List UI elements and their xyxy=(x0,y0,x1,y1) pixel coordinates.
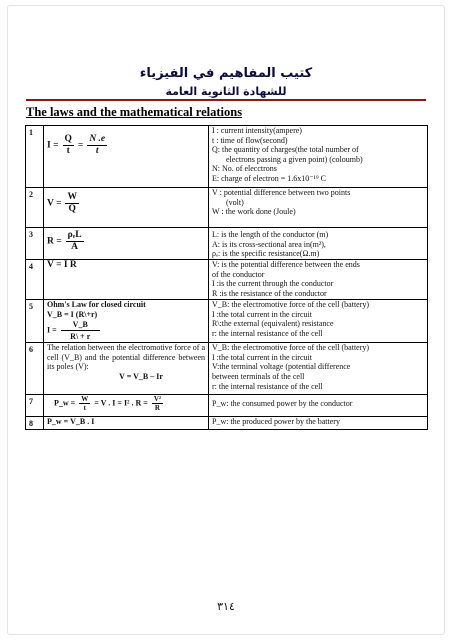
definition-line: P_w: the consumed power by the conductor xyxy=(212,399,353,409)
fraction-numerator: V² xyxy=(153,395,161,404)
fraction-numerator: V_B xyxy=(61,319,100,331)
law-description: The relation between the electromotive force of a cell (V_B) and the potential difference between its poles (V): xyxy=(47,343,205,372)
header-subtitle-arabic: للشهادة الثانوية العامة xyxy=(165,85,287,98)
definition-line: P_w: the produced power by the battery xyxy=(212,417,340,427)
law-cell xyxy=(44,260,209,300)
definition-cell xyxy=(209,228,428,260)
fraction-numerator: N .e xyxy=(89,134,106,144)
definition-cell xyxy=(209,260,428,300)
laws-table xyxy=(25,125,428,430)
formula-lhs: I = xyxy=(47,325,57,335)
formula: V_B = I (R\+r) xyxy=(47,309,98,319)
row-number: 1 xyxy=(26,126,44,188)
formula-lhs: R = xyxy=(47,236,62,247)
fraction-denominator: t xyxy=(95,146,99,156)
definition-line: R :is the resistance of the conductor xyxy=(212,288,327,298)
fraction-numerator: Q xyxy=(64,134,72,144)
row-number: 6 xyxy=(26,343,44,395)
definition-line: V: is the potential difference between the ends xyxy=(212,260,360,269)
definition-line: r: the internal resistance of the cell xyxy=(212,328,323,338)
definition-line: V_B: the electromotive force of the cell (battery) xyxy=(212,343,370,353)
formula-lhs: I = xyxy=(47,140,59,151)
definition-cell xyxy=(209,343,428,395)
definition-cell xyxy=(209,188,428,228)
fraction xyxy=(61,319,100,342)
table-row xyxy=(26,228,428,260)
definition-line: W : the work done (Joule) xyxy=(212,207,296,217)
definition-line: A: is its cross-sectional area in(m²), xyxy=(212,239,326,249)
definition-line: (volt) xyxy=(226,197,244,207)
section-title: The laws and the mathematical relations xyxy=(26,105,243,119)
table-row xyxy=(26,417,428,430)
fraction-numerator: W xyxy=(81,395,89,404)
fraction-denominator: A xyxy=(71,242,79,252)
definition-line: I :is the current through the conductor xyxy=(212,279,334,289)
formula: V = V_B – Ir xyxy=(119,371,163,381)
definition-cell xyxy=(209,300,428,343)
table-row xyxy=(26,126,428,188)
formula-lhs: P_w = xyxy=(54,398,76,408)
fraction xyxy=(63,134,74,157)
fraction xyxy=(65,192,79,215)
definition-line: N: No. of elecctrons xyxy=(212,164,277,174)
definition-line: ρₑ: is the specific resistance(Ω.m) xyxy=(212,249,320,259)
law-cell xyxy=(44,417,209,430)
law-cell xyxy=(44,300,209,343)
row-number: 8 xyxy=(26,417,44,430)
definition-line: L: is the length of the conductor (m) xyxy=(212,230,329,239)
definition-line: E: charge of electron = 1.6x10⁻¹⁹ C xyxy=(212,173,326,183)
fraction xyxy=(79,395,90,412)
table-row xyxy=(26,395,428,417)
definition-line: of the conductor xyxy=(212,269,265,279)
definition-line: V:the terminal voltage (potential difference xyxy=(212,362,351,372)
table-row xyxy=(26,260,428,300)
header-title-arabic: كتيب المفاهيم في الفيزياء xyxy=(139,66,313,81)
law-title: Ohm's Law for closed circuit xyxy=(47,300,146,309)
row-number: 2 xyxy=(26,188,44,228)
fraction xyxy=(87,134,107,157)
fraction-denominator: t xyxy=(66,146,70,156)
definition-line: t : time of flow(second) xyxy=(212,135,288,145)
definition-cell xyxy=(209,417,428,430)
definition-line: r: the internal resistance of the cell xyxy=(212,381,323,391)
definition-line: I : current intensity(ampere) xyxy=(212,126,302,135)
fraction-denominator: Q xyxy=(68,204,76,214)
fraction-numerator: W xyxy=(67,192,77,202)
row-number: 3 xyxy=(26,228,44,260)
formula-lhs: V = xyxy=(47,198,62,209)
formula: V = I R xyxy=(47,260,77,270)
law-cell xyxy=(44,395,209,417)
row-number: 4 xyxy=(26,260,44,300)
law-cell xyxy=(44,228,209,260)
definition-line: I :the total current in the circuit xyxy=(212,352,312,362)
definition-line: V_B: the electromotive force of the cell (battery) xyxy=(212,300,370,309)
formula: P_w = V_B . I xyxy=(47,417,95,427)
definition-line: I :the total current in the circuit xyxy=(212,309,312,319)
formula-equals: = xyxy=(77,140,84,151)
fraction xyxy=(152,395,163,412)
fraction xyxy=(66,230,84,253)
definition-line: electrons passing a given point) (coloumb) xyxy=(226,154,363,164)
row-number: 7 xyxy=(26,395,44,417)
row-number: 5 xyxy=(26,300,44,343)
table-row xyxy=(26,343,428,395)
definition-cell xyxy=(209,126,428,188)
law-cell xyxy=(44,188,209,228)
definition-line: between terminals of the cell xyxy=(212,371,305,381)
fraction-numerator: ρₑL xyxy=(67,230,82,240)
definition-line: V : potential difference between two points xyxy=(212,188,351,197)
fraction-denominator: R\ + r xyxy=(70,332,91,342)
formula-middle: = V . I = I² . R = xyxy=(94,398,148,408)
fraction-denominator: t xyxy=(83,404,86,413)
law-cell xyxy=(44,126,209,188)
definition-line: R\:the external (equivalent) resistance xyxy=(212,319,334,329)
page-number: ٣١٤ xyxy=(217,600,235,613)
definition-cell xyxy=(209,395,428,417)
header-divider xyxy=(26,99,426,101)
table-row xyxy=(26,300,428,343)
table-row xyxy=(26,188,428,228)
definition-line: Q: the quantity of charges(the total number of xyxy=(212,145,359,155)
law-cell xyxy=(44,343,209,395)
fraction-denominator: R xyxy=(154,404,160,413)
